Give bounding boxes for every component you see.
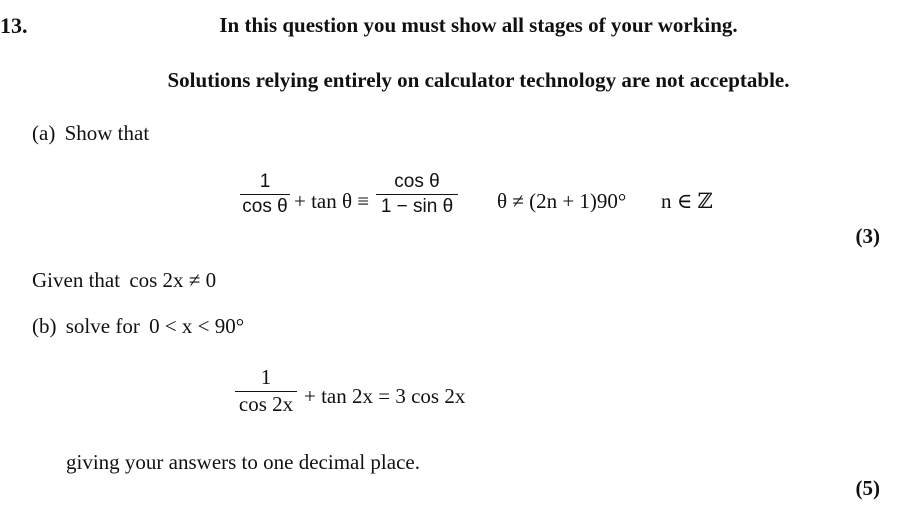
plus-tan-term: + tan θ ≡ <box>294 189 370 213</box>
part-a-prompt <box>32 121 149 146</box>
instruction-show-working: In this question you must show all stages of your working. <box>219 13 738 37</box>
part-b-range: 0 < x < 90° <box>149 314 245 338</box>
rhs-denominator: 1 − sin θ <box>380 196 454 217</box>
theta-condition: θ ≠ (2n + 1)90° <box>497 189 627 213</box>
equation-fraction <box>235 367 297 415</box>
question-number: 13. <box>0 13 28 38</box>
part-b-prompt <box>32 314 244 339</box>
fraction-bar <box>376 194 458 195</box>
lhs-fraction <box>240 172 290 216</box>
equation-denominator: cos 2x <box>238 392 294 416</box>
part-a-label: (a) <box>32 121 56 145</box>
part-a-text: Show that <box>64 121 150 145</box>
given-condition: cos 2x ≠ 0 <box>129 268 217 292</box>
given-statement <box>32 268 216 293</box>
lhs-denominator: cos θ <box>242 196 288 217</box>
given-text: Given that <box>32 268 121 292</box>
part-b-marks: (5) <box>855 476 880 500</box>
equation-rest: + tan 2x = 3 cos 2x <box>304 384 466 408</box>
fraction-bar <box>240 194 290 195</box>
part-b-instruction: giving your answers to one decimal place. <box>66 450 420 474</box>
part-b-label: (b) <box>32 314 57 338</box>
part-a-marks: (3) <box>855 224 880 248</box>
rhs-fraction <box>376 172 458 216</box>
n-integer-condition: n ∈ ℤ <box>661 189 713 213</box>
rhs-numerator: cos θ <box>394 171 440 192</box>
part-b-text: solve for <box>65 314 140 338</box>
lhs-numerator: 1 <box>259 171 271 192</box>
instruction-no-calculator: Solutions relying entirely on calculator technology are not acceptable. <box>167 68 790 92</box>
equation-numerator: 1 <box>260 365 272 389</box>
